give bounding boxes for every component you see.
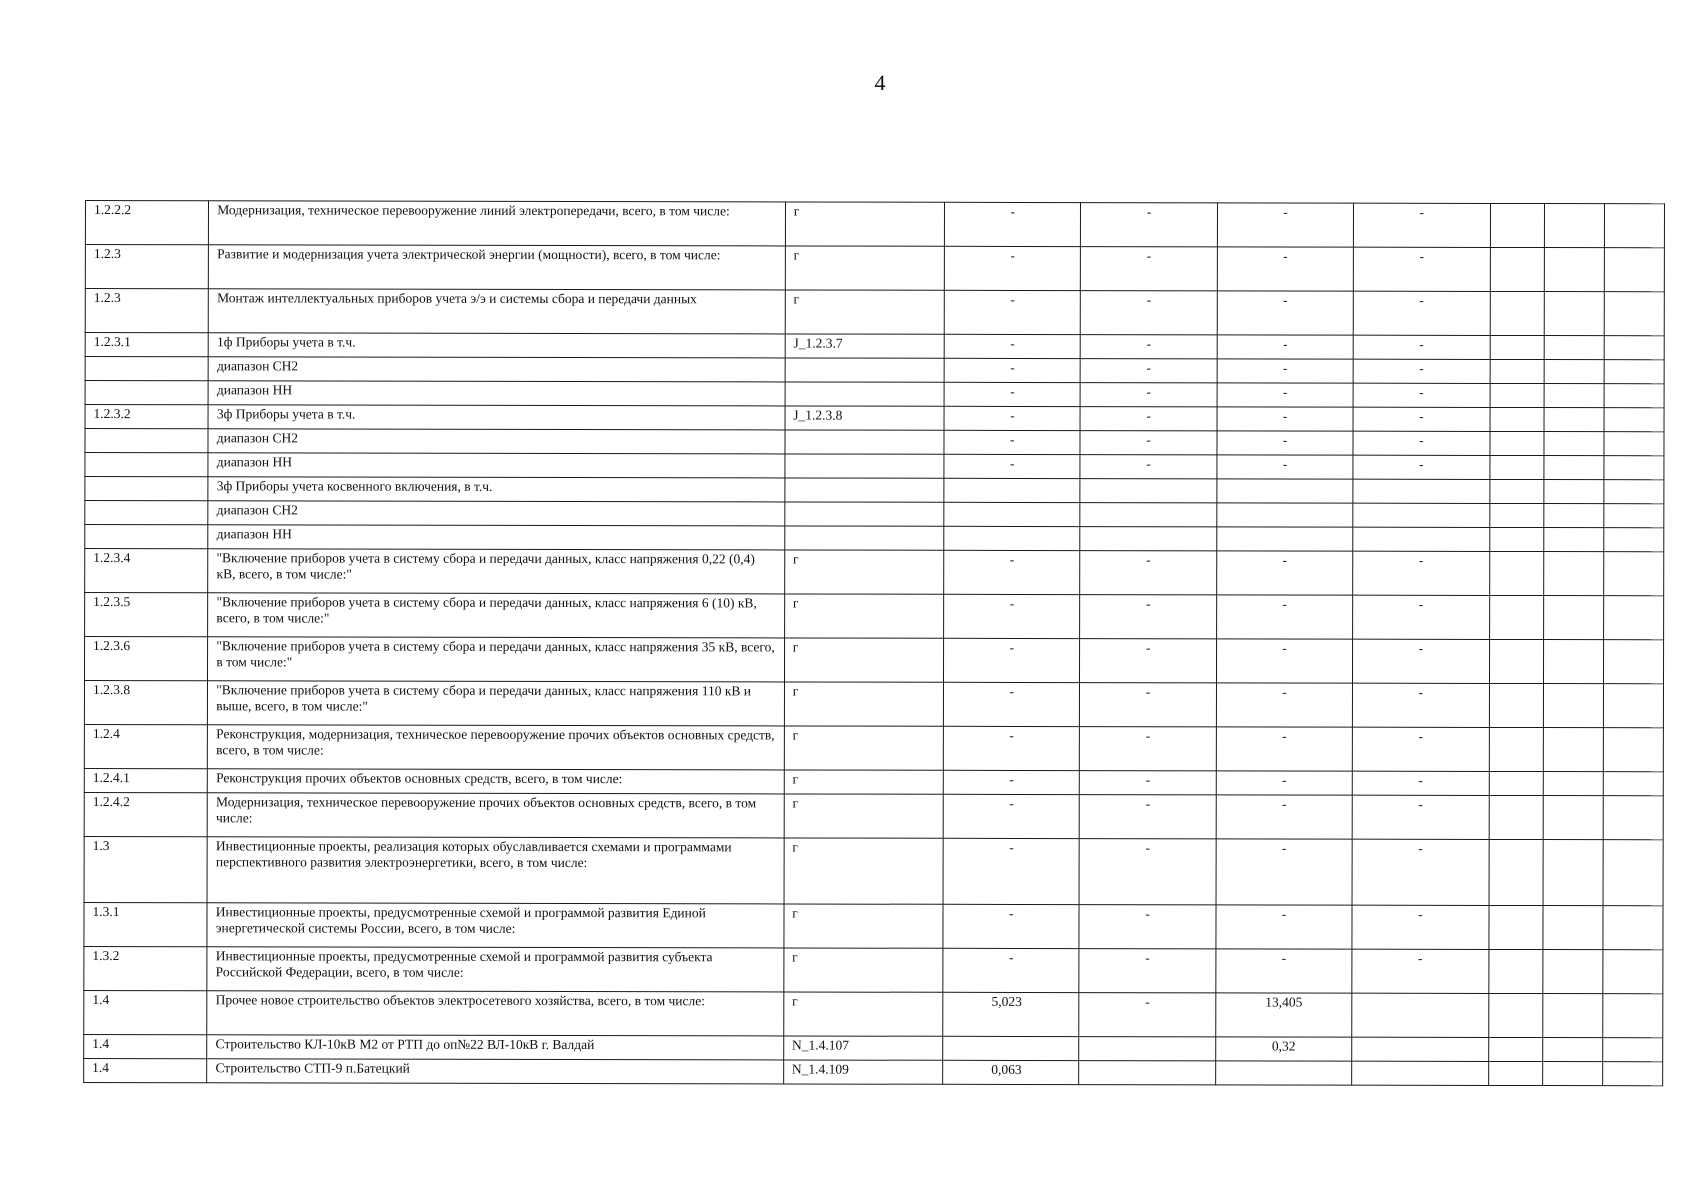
investment-program-table [83, 200, 1665, 1086]
row-identifier-cell [785, 478, 944, 502]
row-value-cell-3: - [1217, 359, 1353, 383]
row-value-cell-2: - [1081, 247, 1217, 291]
row-identifier-cell: г [784, 638, 943, 682]
row-value-cell-2: - [1081, 383, 1217, 407]
row-value-cell-3: - [1217, 247, 1353, 291]
row-empty-cell-3 [1603, 994, 1663, 1038]
row-code-cell: 1.3.2 [84, 946, 207, 990]
table-row [84, 637, 1663, 684]
row-code-cell: 1.2.3.6 [84, 637, 207, 681]
row-empty-cell-1 [1489, 503, 1543, 527]
row-value-cell-2: - [1081, 203, 1217, 247]
row-value-cell-4 [1353, 527, 1489, 551]
row-empty-cell-1 [1489, 479, 1543, 503]
row-empty-cell-3 [1602, 1038, 1662, 1062]
row-empty-cell-1 [1489, 639, 1543, 683]
row-name-cell: 3ф Приборы учета в т.ч. [208, 405, 785, 430]
row-name-cell: Модернизация, техническое перевооружение линий электропередачи, всего, в том числе: [209, 201, 786, 246]
row-name-cell: диапазон НН [208, 453, 785, 478]
row-code-cell: 1.3.1 [84, 902, 207, 946]
row-empty-cell-1 [1490, 291, 1544, 335]
row-empty-cell-1 [1489, 795, 1543, 839]
table-row [85, 501, 1664, 528]
row-name-cell: "Включение приборов учета в систему сбора и передачи данных, класс напряжения 6 (10) кВ, всего, в том числе:" [208, 593, 785, 638]
row-value-cell-2: - [1080, 727, 1216, 771]
row-identifier-cell [785, 430, 944, 454]
row-value-cell-3: - [1216, 771, 1352, 795]
row-value-cell-1: - [944, 454, 1080, 478]
row-name-cell: "Включение приборов учета в систему сбора и передачи данных, класс напряжения 0,22 (0,4) кВ, всего, в том числе:" [208, 549, 785, 594]
table-row [85, 381, 1664, 408]
row-code-cell [85, 477, 208, 501]
row-value-cell-1 [944, 478, 1080, 502]
row-empty-cell-2 [1544, 408, 1604, 432]
row-value-cell-3: 0,32 [1216, 1037, 1352, 1061]
table-row [84, 1058, 1663, 1085]
row-empty-cell-3 [1604, 248, 1664, 292]
row-value-cell-1: - [944, 334, 1080, 358]
row-name-cell: Монтаж интеллектуальных приборов учета э/э и системы сбора и передачи данных [209, 289, 786, 334]
table-row [84, 990, 1663, 1037]
row-value-cell-2: - [1080, 795, 1216, 839]
row-empty-cell-3 [1602, 1062, 1662, 1086]
row-value-cell-3 [1215, 1061, 1351, 1085]
row-identifier-cell: г [784, 682, 943, 726]
row-value-cell-3: - [1217, 203, 1353, 247]
row-value-cell-1: - [943, 904, 1079, 948]
row-empty-cell-2 [1543, 772, 1603, 796]
row-code-cell [85, 453, 208, 477]
row-empty-cell-1 [1490, 203, 1544, 247]
row-value-cell-3: - [1217, 455, 1353, 479]
row-value-cell-1: 0,063 [943, 1060, 1079, 1084]
row-value-cell-2: - [1081, 335, 1217, 359]
row-code-cell: 1.2.3.5 [85, 593, 208, 637]
row-value-cell-3: - [1216, 639, 1352, 683]
table-row [85, 453, 1664, 480]
row-empty-cell-2 [1543, 684, 1603, 728]
row-empty-cell-1 [1488, 993, 1542, 1037]
row-code-cell: 1.4 [84, 990, 207, 1034]
row-value-cell-3: - [1216, 905, 1352, 949]
row-value-cell-1: - [943, 770, 1079, 794]
table-row [84, 946, 1663, 993]
row-value-cell-3: - [1216, 683, 1352, 727]
table-row [85, 429, 1664, 456]
row-empty-cell-3 [1603, 840, 1663, 906]
row-value-cell-2: - [1080, 455, 1216, 479]
investment-program-table-sheet [83, 200, 1665, 1086]
row-code-cell: 1.2.3 [85, 245, 208, 289]
row-value-cell-4: - [1353, 683, 1489, 727]
row-value-cell-4: - [1352, 727, 1488, 771]
row-empty-cell-3 [1604, 384, 1664, 408]
row-name-cell: 3ф Приборы учета косвенного включения, в т.ч. [208, 477, 785, 502]
row-name-cell: диапазон СН2 [208, 357, 785, 382]
row-value-cell-1: - [944, 358, 1080, 382]
row-empty-cell-3 [1604, 336, 1664, 360]
row-value-cell-3: - [1217, 383, 1353, 407]
row-name-cell: Прочее новое строительство объектов электросетевого хозяйства, всего, в том числе: [207, 991, 784, 1036]
page-number: 4 [874, 70, 886, 95]
row-empty-cell-3 [1604, 292, 1664, 336]
row-value-cell-4: - [1353, 431, 1489, 455]
table-row [84, 681, 1663, 728]
row-value-cell-2: - [1080, 551, 1216, 595]
row-value-cell-1: 5,023 [943, 992, 1079, 1036]
row-value-cell-4: - [1353, 551, 1489, 595]
row-value-cell-3: - [1216, 949, 1352, 993]
row-name-cell: Инвестиционные проекты, реализация которых обуславливается схемами и программами перспективного развития электроэнергетики, всего, в том числе: [207, 837, 784, 904]
row-value-cell-2: - [1081, 359, 1217, 383]
row-empty-cell-1 [1490, 335, 1544, 359]
row-value-cell-4: - [1352, 795, 1488, 839]
row-value-cell-1: - [943, 726, 1079, 770]
row-value-cell-2: - [1079, 905, 1215, 949]
row-value-cell-2 [1079, 1037, 1215, 1061]
row-identifier-cell: N_1.4.109 [783, 1060, 942, 1084]
row-value-cell-2: - [1080, 771, 1216, 795]
row-empty-cell-1 [1489, 683, 1543, 727]
row-value-cell-4: - [1353, 455, 1489, 479]
row-code-cell [85, 501, 208, 525]
row-empty-cell-1 [1488, 905, 1542, 949]
table-row [84, 724, 1663, 771]
row-value-cell-4: - [1353, 407, 1489, 431]
row-identifier-cell: г [784, 948, 943, 992]
row-value-cell-3: - [1217, 551, 1353, 595]
row-empty-cell-1 [1490, 247, 1544, 291]
row-value-cell-1: - [943, 838, 1079, 904]
row-value-cell-4: - [1353, 359, 1489, 383]
table-row [84, 836, 1663, 905]
row-empty-cell-2 [1544, 204, 1604, 248]
row-empty-cell-2 [1543, 840, 1603, 906]
row-empty-cell-1 [1488, 949, 1542, 993]
row-value-cell-3 [1217, 479, 1353, 503]
row-empty-cell-3 [1604, 480, 1664, 504]
row-code-cell: 1.2.2.2 [85, 201, 208, 245]
row-code-cell: 1.2.3.1 [85, 333, 208, 357]
row-empty-cell-2 [1542, 950, 1602, 994]
row-value-cell-1: - [944, 382, 1080, 406]
row-empty-cell-1 [1489, 527, 1543, 551]
row-value-cell-1 [943, 1036, 1079, 1060]
row-value-cell-4: - [1353, 335, 1489, 359]
row-empty-cell-2 [1543, 728, 1603, 772]
row-empty-cell-2 [1543, 796, 1603, 840]
row-value-cell-3 [1217, 527, 1353, 551]
row-name-cell: диапазон СН2 [208, 501, 785, 526]
row-empty-cell-1 [1490, 407, 1544, 431]
row-value-cell-3: - [1217, 431, 1353, 455]
row-empty-cell-1 [1489, 431, 1543, 455]
row-value-cell-2: - [1080, 839, 1216, 905]
row-empty-cell-3 [1604, 528, 1664, 552]
row-value-cell-2: - [1081, 291, 1217, 335]
row-empty-cell-2 [1543, 504, 1603, 528]
table-row [85, 245, 1664, 292]
row-code-cell [85, 525, 208, 549]
row-name-cell: Реконструкция, модернизация, техническое перевооружение прочих объектов основных средств, всего, в том числе: [208, 725, 785, 770]
row-name-cell: 1ф Приборы учета в т.ч. [208, 333, 785, 358]
row-value-cell-2: - [1081, 407, 1217, 431]
row-empty-cell-3 [1603, 640, 1663, 684]
row-identifier-cell: г [785, 202, 944, 246]
row-value-cell-2 [1080, 527, 1216, 551]
row-empty-cell-3 [1603, 906, 1663, 950]
row-empty-cell-1 [1489, 595, 1543, 639]
row-identifier-cell: г [784, 904, 943, 948]
row-value-cell-1: - [944, 594, 1080, 638]
row-name-cell: диапазон НН [208, 381, 785, 406]
row-value-cell-1: - [944, 290, 1080, 334]
row-value-cell-2: - [1079, 949, 1215, 993]
table-row [85, 593, 1664, 640]
row-name-cell: "Включение приборов учета в систему сбора и передачи данных, класс напряжения 110 кВ и выше, всего, в том числе:" [208, 681, 785, 726]
row-code-cell: 1.3 [84, 836, 207, 902]
table-row [85, 289, 1664, 336]
row-value-cell-2 [1080, 503, 1216, 527]
table-body [84, 201, 1665, 1086]
row-identifier-cell: г [784, 770, 943, 794]
row-name-cell: Инвестиционные проекты, предусмотренные схемой и программой развития Единой энергетической системы России, всего, в том числе: [207, 903, 784, 948]
table-row [84, 768, 1663, 795]
row-value-cell-3: - [1217, 407, 1353, 431]
table-row [85, 201, 1664, 248]
row-name-cell: Реконструкция прочих объектов основных средств, всего, в том числе: [208, 769, 785, 794]
row-empty-cell-3 [1604, 504, 1664, 528]
row-value-cell-3: - [1216, 595, 1352, 639]
row-value-cell-3: - [1217, 335, 1353, 359]
row-value-cell-4: - [1352, 771, 1488, 795]
row-value-cell-1 [944, 502, 1080, 526]
row-value-cell-1: - [943, 948, 1079, 992]
row-value-cell-4: - [1352, 949, 1488, 993]
row-empty-cell-2 [1543, 596, 1603, 640]
row-identifier-cell [785, 382, 944, 406]
row-value-cell-1: - [945, 202, 1081, 246]
row-code-cell: 1.2.3.4 [85, 549, 208, 593]
row-identifier-cell: N_1.4.107 [783, 1036, 942, 1060]
row-code-cell: 1.2.3.8 [84, 681, 207, 725]
row-empty-cell-3 [1603, 772, 1663, 796]
row-empty-cell-3 [1604, 432, 1664, 456]
row-value-cell-3: - [1216, 727, 1352, 771]
row-empty-cell-3 [1604, 408, 1664, 432]
row-value-cell-3: - [1216, 839, 1352, 905]
row-value-cell-4: - [1353, 595, 1489, 639]
row-value-cell-4: - [1352, 905, 1488, 949]
row-value-cell-1: - [944, 430, 1080, 454]
row-empty-cell-2 [1544, 384, 1604, 408]
row-empty-cell-2 [1542, 1038, 1602, 1062]
row-empty-cell-2 [1542, 1062, 1602, 1086]
row-empty-cell-3 [1603, 552, 1663, 596]
row-value-cell-4: - [1353, 291, 1489, 335]
row-empty-cell-2 [1543, 552, 1603, 596]
row-name-cell: Строительство СТП-9 п.Батецкий [207, 1059, 784, 1084]
row-empty-cell-2 [1543, 906, 1603, 950]
row-identifier-cell: г [785, 290, 944, 334]
row-empty-cell-2 [1544, 360, 1604, 384]
row-empty-cell-3 [1603, 684, 1663, 728]
row-empty-cell-1 [1489, 455, 1543, 479]
row-value-cell-4: - [1352, 839, 1488, 905]
row-value-cell-2: - [1080, 639, 1216, 683]
row-empty-cell-3 [1604, 204, 1664, 248]
row-value-cell-3: - [1217, 291, 1353, 335]
row-value-cell-1: - [944, 638, 1080, 682]
row-value-cell-4 [1352, 1037, 1488, 1061]
table-row [85, 525, 1664, 552]
row-empty-cell-2 [1544, 432, 1604, 456]
row-value-cell-2 [1079, 1061, 1215, 1085]
row-empty-cell-2 [1543, 528, 1603, 552]
table-row [85, 405, 1664, 432]
row-name-cell: диапазон СН2 [208, 429, 785, 454]
row-empty-cell-1 [1490, 359, 1544, 383]
table-row [85, 477, 1664, 504]
row-code-cell: 1.2.4.1 [84, 768, 207, 792]
row-empty-cell-1 [1488, 1037, 1542, 1061]
row-value-cell-1: - [944, 406, 1080, 430]
row-code-cell [85, 357, 208, 381]
row-empty-cell-3 [1603, 950, 1663, 994]
table-row [84, 792, 1663, 839]
row-code-cell: 1.2.3.2 [85, 405, 208, 429]
row-value-cell-4 [1352, 1061, 1488, 1085]
table-row [84, 1034, 1663, 1061]
row-empty-cell-2 [1542, 994, 1602, 1038]
row-empty-cell-1 [1489, 771, 1543, 795]
row-value-cell-4: - [1353, 639, 1489, 683]
row-empty-cell-2 [1544, 292, 1604, 336]
row-identifier-cell: г [784, 794, 943, 838]
row-identifier-cell: J_1.2.3.7 [785, 334, 944, 358]
row-empty-cell-2 [1544, 480, 1604, 504]
row-value-cell-4: - [1353, 383, 1489, 407]
row-value-cell-4 [1353, 479, 1489, 503]
row-identifier-cell [785, 526, 944, 550]
row-value-cell-2: - [1079, 993, 1215, 1037]
row-name-cell: Развитие и модернизация учета электрической энергии (мощности), всего, в том числе: [209, 245, 786, 290]
row-empty-cell-1 [1489, 551, 1543, 595]
row-code-cell: 1.2.3 [85, 289, 208, 333]
table-row [85, 357, 1664, 384]
row-empty-cell-2 [1543, 640, 1603, 684]
row-value-cell-2: - [1080, 595, 1216, 639]
row-value-cell-2: - [1080, 431, 1216, 455]
row-empty-cell-1 [1489, 727, 1543, 771]
row-code-cell [85, 429, 208, 453]
row-value-cell-2 [1080, 479, 1216, 503]
row-value-cell-4: - [1354, 203, 1490, 247]
row-identifier-cell [785, 358, 944, 382]
row-empty-cell-2 [1544, 456, 1604, 480]
row-value-cell-3: 13,405 [1216, 993, 1352, 1037]
row-empty-cell-1 [1490, 383, 1544, 407]
row-code-cell: 1.2.4 [84, 724, 207, 768]
row-identifier-cell: г [784, 992, 943, 1036]
row-value-cell-3: - [1216, 795, 1352, 839]
row-value-cell-2: - [1080, 683, 1216, 727]
row-name-cell: Модернизация, техническое перевооружение прочих объектов основных средств, всего, в том числе: [207, 793, 784, 838]
row-code-cell: 1.4 [84, 1034, 207, 1058]
row-empty-cell-2 [1544, 248, 1604, 292]
row-name-cell: Строительство КЛ-10кВ М2 от РТП до оп№22 ВЛ-10кВ г. Валдай [207, 1035, 784, 1060]
row-code-cell: 1.2.4.2 [84, 792, 207, 836]
row-empty-cell-3 [1603, 728, 1663, 772]
row-identifier-cell: г [784, 726, 943, 770]
row-value-cell-3 [1217, 503, 1353, 527]
row-identifier-cell: г [784, 594, 943, 638]
row-empty-cell-2 [1544, 336, 1604, 360]
row-identifier-cell: J_1.2.3.8 [785, 406, 944, 430]
row-identifier-cell: г [784, 550, 943, 594]
row-empty-cell-3 [1604, 360, 1664, 384]
row-empty-cell-1 [1488, 1061, 1542, 1085]
row-value-cell-1: - [944, 682, 1080, 726]
row-identifier-cell [785, 454, 944, 478]
table-row [85, 549, 1664, 596]
row-code-cell: 1.4 [84, 1058, 207, 1082]
row-value-cell-4 [1353, 503, 1489, 527]
row-value-cell-1: - [943, 794, 1079, 838]
row-value-cell-1 [944, 526, 1080, 550]
row-name-cell: Инвестиционные проекты, предусмотренные схемой и программой развития субъекта Российской Федерации, всего, в том числе: [207, 947, 784, 992]
table-row [84, 902, 1663, 949]
row-value-cell-4: - [1353, 247, 1489, 291]
row-empty-cell-1 [1489, 839, 1543, 905]
row-code-cell [85, 381, 208, 405]
row-identifier-cell [785, 502, 944, 526]
row-name-cell: диапазон НН [208, 525, 785, 550]
row-value-cell-1: - [944, 550, 1080, 594]
table-row [85, 333, 1664, 360]
row-empty-cell-3 [1603, 796, 1663, 840]
row-name-cell: "Включение приборов учета в систему сбора и передачи данных, класс напряжения 35 кВ, всего, в том числе:" [208, 637, 785, 682]
row-identifier-cell: г [784, 838, 944, 904]
row-value-cell-4 [1352, 993, 1488, 1037]
row-empty-cell-3 [1604, 456, 1664, 480]
row-empty-cell-3 [1603, 596, 1663, 640]
row-value-cell-1: - [944, 246, 1080, 290]
row-identifier-cell: г [785, 246, 944, 290]
